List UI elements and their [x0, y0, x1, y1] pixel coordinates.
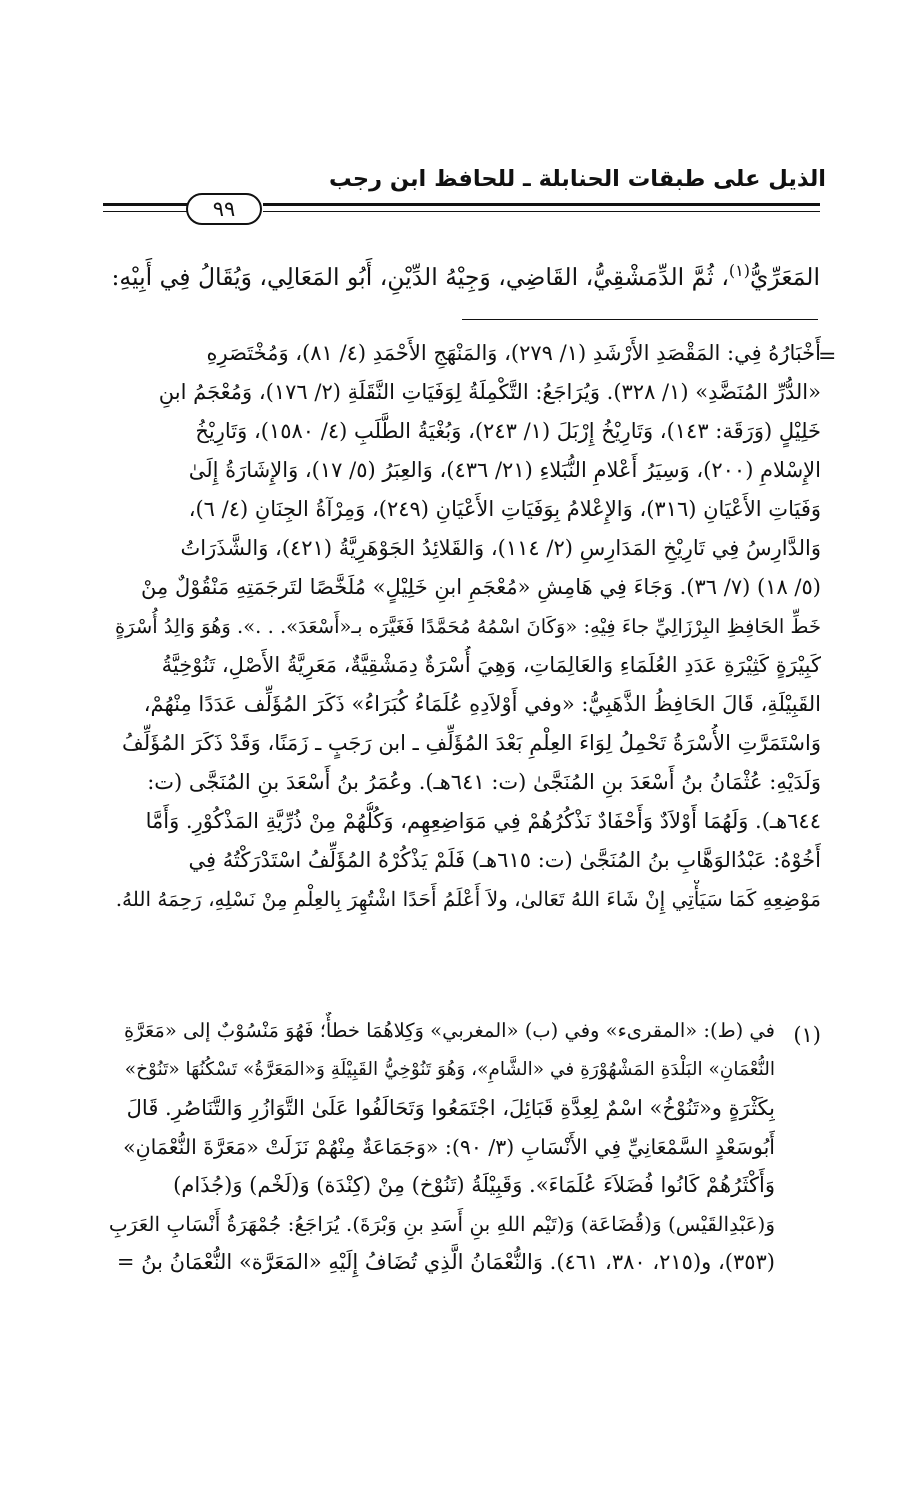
notes-line: وَلَدَيْهِ: عُثْمَانُ بنُ أَسْعَدَ بنِ المُنَجَّىٰ (ت: ٦٤١هـ). وعُمَرُ بنُ أَسْعَدَ بنِ المُنَجَّى (ت: [147, 770, 821, 794]
header-rule-left-thin [103, 211, 189, 212]
footnote-line: (٣٥٣)، و(٢١٥، ٣٨٠، ٤٦١). وَالنُّعْمَانُ الَّذِي تُضَافُ إِلَيْهِ «المَعَرَّة» النُّعْمَانُ بنُ = [116, 1250, 775, 1274]
notes-line: (٥/ ١٨) (٧/ ٣٦). وَجَاءَ فِي هَامِشِ «مُعْجَمِ ابنِ خَلِيْلٍ» مُلَخَّصًا لتَرجَمَتِهِ مَنْقُوْلٌ مِنْ [141, 575, 821, 599]
footnote-line: وَ(عَبْدِالقَيْس) وَ(قُضَاعَة) وَ(تَيْم اللهِ بنِ أَسَدِ بنِ وَبْرَةَ). يُرَاجَعُ: جُمْهَرَةُ أَنْسَابِ العَرَبِ [109, 1211, 775, 1236]
notes-line: وَفَيَاتِ الأَعْيَانِ (٣١٦)، وَالإِعْلامُ بِوَفَيَاتِ الأَعْيَانِ (٢٤٩)، وَمِرْآةُ الجِنَانِ (٤/ ٦)، [188, 497, 821, 521]
notes-paragraph [109, 334, 821, 919]
notes-line: وَالدَّارِسُ فِي تَارِيْخِ المَدَارِسِ (٢/ ١١٤)، وَالقَلائِدُ الجَوْهَرِيَّةُ (٤٢١)، وَالشَّذَرَاتُ [180, 536, 821, 560]
notes-line: وَاسْتَمَرَّتِ الأُسْرَةُ تَحْمِلُ لِوَاءَ العِلْمِ بَعْدَ المُؤَلِّفِ ـ ابن رَجَبٍ ـ زَمَنًا، وَقَدْ ذَكَرَ المُؤَلِّفُ [121, 731, 821, 755]
header-rule-right-thin [263, 211, 820, 212]
notes-line: أَخُوْهُ: عَبْدُالوَهَّابِ بنُ المُنَجَّىٰ (ت: ٦١٥هـ) فَلَمْ يَذْكُرْهُ المُؤَلِّفُ اسْتَدْرَكْتُهُ فِي [188, 848, 821, 872]
page-number: ٩٩ [186, 193, 262, 225]
footnote-paragraph [109, 1012, 775, 1282]
notes-line: ٦٤٤هـ). وَلَهُمَا أَوْلاَدٌ وَأَحْفَادٌ نَذْكُرُهُمْ فِي مَوَاضِعِهِم، وَكُلُّهُمْ مِنْ ذُرِّيَّةِ المَذْكُوْرِ. وَأَمَّا [145, 809, 821, 833]
footnote-line: أَبُوسَعْدٍ السَّمْعَانِيِّ فِي الأَنْسَابِ (٣/ ٩٠): «وَجَمَاعَةٌ مِنْهُمْ نَزَلَتْ «مَعَرَّةَ النُّعْمَانِ» [123, 1134, 775, 1159]
notes-line: خَلِيْلٍ (وَرَقَة: ١٤٣)، وَتَارِيْخُ إِرْبَلَ (١/ ٢٤٣)، وَبُغْيَةُ الطَّلَبِ (٤/ ١٥٨٠)، وَتَارِيْخُ [195, 419, 821, 443]
notes-line: أَخْبَارُهُ فِي: المَقْصَدِ الأَرْشَدِ (١/ ٢٧٩)، وَالمَنْهَجِ الأَحْمَدِ (٤/ ٨١)، وَمُخْتَصَرِهِ [206, 341, 821, 365]
footnote-line: بِكَثْرَةٍ و«تَنُوْخُ» اسْمٌ لِعِدَّةِ قَبَائِلَ، اجْتَمَعُوا وَتَحَالَفُوا عَلَىٰ التَّوَازُرِ وَالتَّنَاصُرِ. قَالَ [126, 1096, 775, 1120]
continuation-marker: = [818, 344, 837, 369]
notes-line: كَبِيْرَةٍ كَثِيْرَةِ عَدَدِ العُلَمَاءِ وَالعَالِمَاتِ، وَهِيَ أُسْرَةٌ دِمَشْقِيَّةٌ، مَعَرِيَّةُ الأَصْلِ، تَنُوْخِيَّةُ [161, 653, 821, 677]
notes-line: مَوْضِعِهِ كَمَا سَيَأْتِي إِنْ شَاءَ اللهُ تَعَالىٰ، ولاَ أَعْلَمُ أَحَدًا اشْتُهِرَ بِالعِلْمِ مِنْ نَسْلِهِ، رَحِمَهُ اللهُ. [115, 887, 821, 911]
entry-heading [100, 247, 820, 301]
notes-line: «الدُّرِّ المُنَضَّدِ» (١/ ٣٢٨). وَيُرَاجَعُ: التَّكْمِلَةُ لِوَفَيَاتِ النَّقَلَةِ (٢/ ١٧٦)، وَمُعْجَمُ ابنِ [158, 380, 821, 404]
notes-separator [462, 319, 818, 320]
notes-line: القَبِيْلَةِ، قَالَ الحَافِظُ الذَّهَبِيُّ: «وفي أَوْلاَدِهِ عُلَمَاءُ كُبَرَاءُ» ذَكَرَ المُؤَلِّف عَدَدًا مِنْهُمْ، [143, 692, 821, 716]
footnote-line: في (ط): «المقرىء» وفي (ب) «المغربي» وَكِلاهُمَا خطأٌ؛ فَهُوَ مَنْسُوْبٌ إلى «مَعَرَّةِ [124, 1019, 775, 1042]
notes-line: خَطِّ الحَافِظِ البِرْزَالِيِّ جاءَ فِيْهِ: «وَكَانَ اسْمُهُ مُحَمَّدًا فَغَيَّرَه بـ«أَسْعَدَ». . .». وَهُوَ وَالِدُ أُسْرَةٍ [114, 615, 821, 638]
footnote-line: النُّعْمَانِ» البَلْدَةِ المَشْهُوْرَةِ في «الشَّامِ»، وَهُوَ تَنُوْخِيُّ القَبِيْلَةِ وَ«المَعَرَّةُ» تَسْكُنُهَا «تَنُوْخ» [124, 1058, 775, 1080]
header-rule-left-thick [103, 203, 189, 206]
header-rule-right-thick [263, 203, 820, 206]
footnote-line: وَأَكْثَرُهُمْ كَانُوا فُضَلاَءَ عُلَمَاءَ». وَقَبِيْلَةُ (تَنُوْخ) مِنْ (كِنْدَة) وَ(لَخْم) وَ(جُذَام) [173, 1173, 775, 1197]
running-title: الذيل على طبقات الحنابلة ـ للحافظ ابن رجب [329, 166, 826, 192]
heading-text-before: المَعَرِّيُّ [750, 262, 820, 291]
notes-line: الإِسْلامِ (٢٠٠)، وَسِيَرُ أَعْلامِ النُّبَلاءِ (٢١/ ٤٣٦)، وَالعِبَرُ (٥/ ١٧)، وَالإِشَارَةُ إِلَىٰ [188, 458, 821, 482]
footnote-marker: (١) [793, 1023, 821, 1047]
footnote-reference: (١) [728, 261, 751, 280]
heading-text-after: ، ثُمَّ الدِّمَشْقِيُّ، القَاضِي، وَجِيْهُ الدِّيْنِ، أَبُو المَعَالِي، وَيُقَالُ فِي أَبِيْهِ: [111, 262, 729, 291]
